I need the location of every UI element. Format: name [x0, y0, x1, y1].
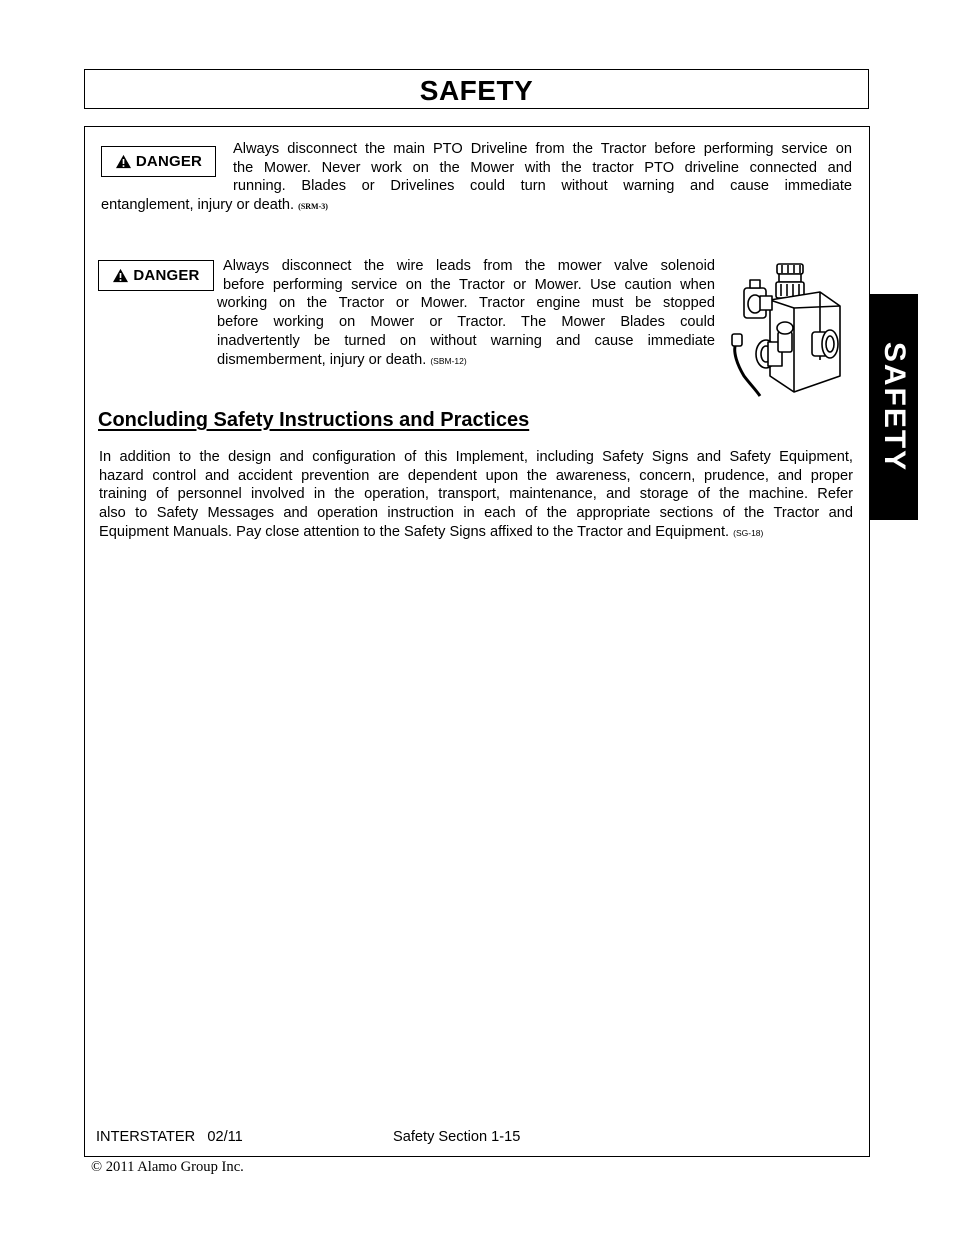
paragraph-line-final — [99, 523, 853, 543]
paragraph-line: hazard control and accident prevention are dependent upon the awareness, concern, prudence, and proper — [99, 467, 853, 484]
side-tab-label: SAFETY — [877, 341, 911, 473]
danger-label — [98, 260, 214, 291]
page-title: SAFETY — [419, 75, 534, 106]
danger-message-line-final — [217, 351, 715, 371]
danger-label-text: DANGER — [135, 153, 203, 170]
page-header — [84, 69, 869, 109]
warning-triangle-icon — [115, 154, 132, 169]
section-paragraph — [99, 448, 853, 543]
danger-message-line: inadvertently be turned on without warning and cause immediate — [217, 332, 715, 349]
paragraph-line: also to Safety Messages and operation instruction in each of the appropriate sections of the Tractor and — [99, 505, 853, 522]
danger-message-final-line — [101, 196, 601, 217]
danger-message-line: Always disconnect the wire leads from the mower valve solenoid — [223, 258, 715, 274]
danger-message-line: Always disconnect the main PTO Driveline from the Tractor before performing service on — [233, 141, 852, 157]
paragraph-line: training of personnel involved in the operation, transport, maintenance, and storage of the machine. Refer — [99, 486, 853, 503]
danger-label — [101, 146, 216, 177]
danger-message-sbm-12 — [217, 257, 715, 370]
reference-code: (SBM-12) — [430, 355, 467, 366]
paragraph-line: Equipment Manuals. Pay close attention to the Safety Signs affixed to the Tractor and Equipment. — [99, 523, 730, 540]
footer-manual-id: INTERSTATER 02/11 — [96, 1129, 243, 1145]
footer-page-number: Safety Section 1-15 — [393, 1129, 521, 1145]
section-side-tab — [869, 294, 918, 520]
danger-message-line: entanglement, injury or death. — [101, 197, 295, 213]
valve-solenoid-illustration — [730, 256, 858, 400]
danger-message-line: running. Blades or Drivelines could turn without warning and cause immediate — [233, 178, 852, 195]
warning-triangle-icon — [112, 268, 129, 283]
section-heading: Concluding Safety Instructions and Practices — [98, 409, 530, 431]
paragraph-line: In addition to the design and configuration of this Implement, including Safety Signs and Safety Equipment, — [99, 449, 853, 465]
reference-code: (SRM-3) — [298, 202, 328, 211]
reference-code: (SG-18) — [733, 527, 764, 538]
danger-message-line: the Mower. Never work on the Mower with the tractor PTO driveline connected and — [233, 159, 852, 176]
danger-message-line: working on the Tractor or Mower. Tractor engine must be stopped — [217, 295, 715, 312]
danger-message-line: dismemberment, injury or death. — [217, 351, 427, 368]
copyright-notice: © 2011 Alamo Group Inc. — [91, 1159, 244, 1175]
danger-message-line: before performing service on the Tractor or Mower. Use caution when — [223, 276, 715, 293]
danger-message-line: before working on Mower or Tractor. The Mower Blades could — [217, 314, 715, 331]
danger-message-srm-3 — [233, 140, 852, 196]
danger-label-text: DANGER — [133, 267, 200, 284]
